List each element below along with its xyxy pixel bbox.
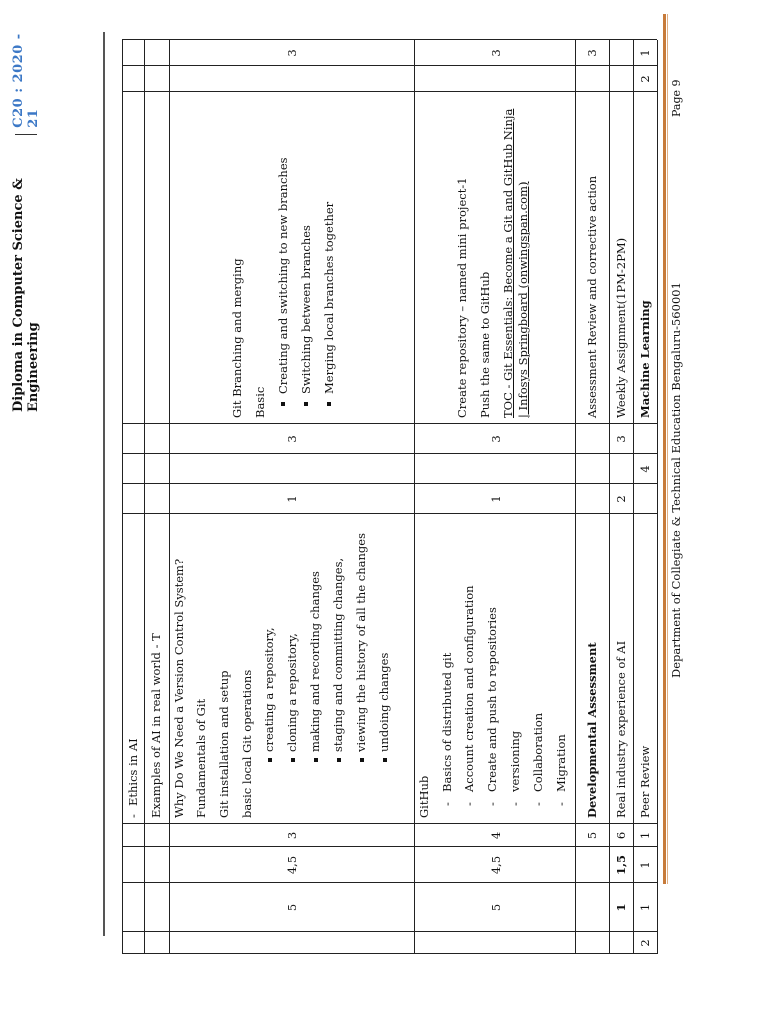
github-dash: - xyxy=(508,802,522,806)
industry-col1: 1 xyxy=(614,903,628,912)
col-line xyxy=(122,65,657,66)
github-col3: 4 xyxy=(489,831,503,840)
industry-col7: 3 xyxy=(614,435,628,443)
github-item-4: versioning xyxy=(508,730,522,792)
peer-col1: 1 xyxy=(638,903,652,912)
bullet-icon xyxy=(291,758,295,762)
github-dash: - xyxy=(531,802,545,806)
col-line xyxy=(122,483,657,484)
col-line xyxy=(122,39,657,40)
git-col9: 3 xyxy=(285,49,299,57)
col-line xyxy=(122,91,657,92)
industry-practical: Weekly Assignment(1PM-2PM) xyxy=(614,237,628,418)
github-col2: 4,5 xyxy=(489,855,503,875)
col-line xyxy=(122,513,657,514)
git-practical-bullet-3: Merging local branches together xyxy=(322,201,336,394)
row-line xyxy=(169,40,170,954)
github-practical-2: Push the same to GitHub xyxy=(478,271,492,418)
git-line-4: basic local Git operations xyxy=(240,669,254,818)
github-dash: - xyxy=(462,802,476,806)
peer-col0: 2 xyxy=(638,939,652,947)
bullet-icon xyxy=(314,758,318,762)
peer-practical: Machine Learning xyxy=(638,300,652,418)
ethics-topic: Ethics in AI xyxy=(126,738,140,806)
dev-assessment-title: Developmental Assessment xyxy=(585,642,599,818)
git-col3: 3 xyxy=(285,831,299,840)
github-col7: 3 xyxy=(489,435,503,443)
header-title: Diploma in Computer Science & Engineering xyxy=(11,178,41,413)
ethics-dash: - xyxy=(126,814,140,818)
github-item-5: Collaboration xyxy=(531,712,545,792)
github-dash: - xyxy=(440,802,454,806)
peer-col8: 2 xyxy=(638,75,652,83)
industry-col3: 6 xyxy=(614,831,628,840)
git-bullet-4: staging and committing changes, xyxy=(331,557,345,752)
git-line-3: Git installation and setup xyxy=(217,670,231,818)
git-practical-bullet-1: Creating and switching to new branches xyxy=(276,157,290,394)
peer-col2: 1 xyxy=(638,861,652,869)
github-heading: GitHub xyxy=(417,775,431,818)
git-col1: 5 xyxy=(285,903,299,912)
git-bullet-1: creating a repository, xyxy=(262,627,276,752)
github-col5: 1 xyxy=(489,495,503,503)
bullet-icon xyxy=(337,758,341,762)
row-line xyxy=(144,40,145,954)
industry-col2: 1,5 xyxy=(614,855,628,876)
toc-link-line-1[interactable]: TOC - Git Essentials: Become a Git and GitHub Ninja xyxy=(501,108,515,418)
page-number: Page 9 xyxy=(670,79,683,117)
col-line xyxy=(122,882,657,883)
github-item-3: Create and push to repositories xyxy=(485,607,499,792)
git-practical-1: Git Branching and merging xyxy=(230,258,244,418)
industry-topic: Real industry experience of AI xyxy=(614,640,628,818)
row-line xyxy=(414,40,415,954)
git-line-2: Fundamentals of Git xyxy=(194,698,208,818)
github-dash: - xyxy=(485,802,499,806)
row-line xyxy=(609,40,610,954)
github-col9: 3 xyxy=(489,49,503,57)
row-line xyxy=(633,40,634,954)
github-col1: 5 xyxy=(489,903,503,912)
git-col7: 3 xyxy=(285,435,299,443)
git-bullet-5: viewing the history of all the changes xyxy=(354,533,368,752)
git-line-1: Why Do We Need a Version Control System? xyxy=(172,558,186,818)
bullet-icon xyxy=(268,758,272,762)
col-line xyxy=(122,953,657,954)
table-border-bottom xyxy=(657,40,658,954)
git-bullet-3: making and recording changes xyxy=(308,571,322,752)
git-bullet-2: cloning a repository, xyxy=(285,633,299,752)
footer-rule xyxy=(663,14,666,884)
industry-col5: 2 xyxy=(614,495,628,503)
bullet-icon xyxy=(327,402,331,406)
github-item-1: Basics of distributed git xyxy=(440,652,454,792)
col-line xyxy=(122,931,657,932)
row-line xyxy=(575,40,576,954)
github-practical-1: Create repository – named mini project-1 xyxy=(455,177,469,418)
col-line xyxy=(122,453,657,454)
bullet-icon xyxy=(360,758,364,762)
examples-topic: Examples of AI in real world - T xyxy=(149,633,163,818)
table-border-top xyxy=(122,40,123,954)
git-practical-2: Basic xyxy=(253,386,267,418)
peer-col3: 1 xyxy=(638,831,652,840)
col-line xyxy=(122,823,657,824)
col-line xyxy=(122,846,657,847)
git-bullet-6: undoing changes xyxy=(377,652,391,752)
peer-col6: 4 xyxy=(638,465,652,473)
bullet-icon xyxy=(383,758,387,762)
peer-col9: 1 xyxy=(638,49,652,57)
peer-topic: Peer Review xyxy=(638,745,652,818)
git-col2: 4,5 xyxy=(285,855,299,875)
col-line xyxy=(122,423,657,424)
dev-col3: 5 xyxy=(585,831,599,840)
github-item-6: Migration xyxy=(554,734,568,792)
footer-department: Department of Collegiate & Technical Education Bengaluru-560001 xyxy=(669,282,683,678)
dev-practical: Assessment Review and corrective action xyxy=(585,175,599,418)
header-code: C20 : 2020 - 21 xyxy=(11,33,41,128)
bullet-icon xyxy=(281,402,285,406)
git-practical-bullet-2: Switching between branches xyxy=(299,225,313,394)
dev-col9: 3 xyxy=(585,49,599,57)
bullet-icon xyxy=(304,402,308,406)
github-dash: - xyxy=(554,802,568,806)
github-item-2: Account creation and configuration xyxy=(462,585,476,792)
footer-rule-thin xyxy=(667,14,668,884)
git-col5: 1 xyxy=(285,495,299,503)
toc-link-line-2[interactable]: | Infosys Springboard (onwingspan.com) xyxy=(516,181,530,418)
